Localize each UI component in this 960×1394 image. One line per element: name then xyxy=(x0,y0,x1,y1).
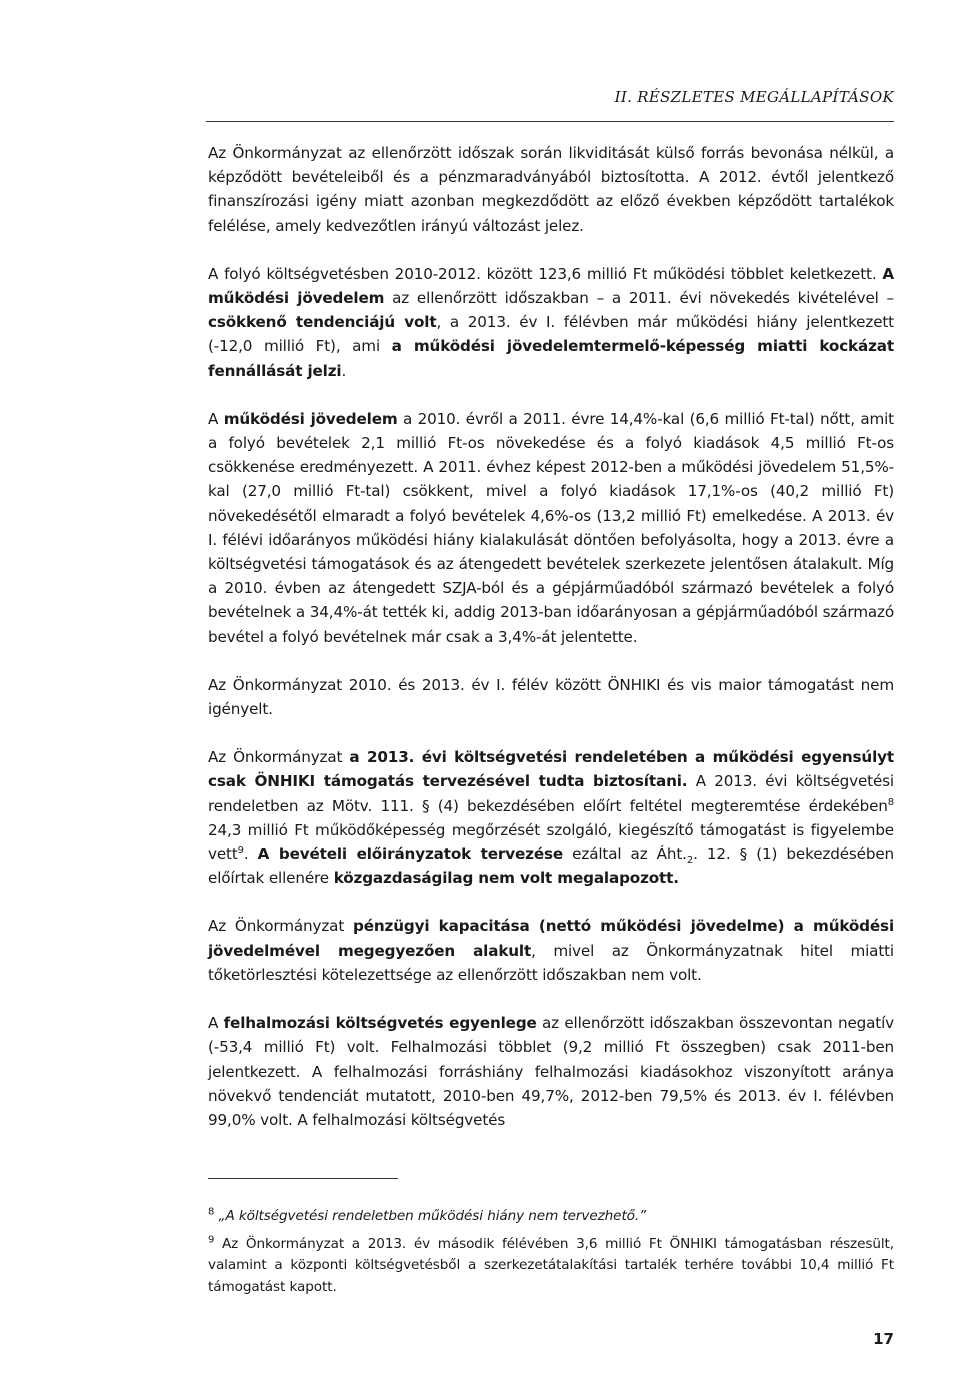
text-run: , mivel az Önkormányzatnak hitel miatti tőketörlesztési kötelezettsége az ellenőrzött időszakban nem volt. xyxy=(208,941,894,984)
document-body xyxy=(208,141,894,1156)
emphasis: csökkenő tendenciájú volt xyxy=(208,313,437,332)
footnote-ref: 8 xyxy=(887,796,894,808)
footnote-mark: 9 xyxy=(208,1233,215,1245)
text-run: ezáltal az Áht. xyxy=(563,845,687,864)
text-run: A xyxy=(208,409,224,428)
paragraph-operating-income xyxy=(208,407,894,649)
emphasis: működési jövedelem xyxy=(223,409,398,428)
text-run: . xyxy=(341,361,347,380)
text-run: A xyxy=(208,1014,224,1033)
emphasis: a 2013. évi költségvetési rendeletében a működési egyensúlyt csak ÖNHIKI támogatás tervezésével tudta biztosítani. xyxy=(208,748,894,791)
emphasis: A működési jövedelem xyxy=(208,264,894,308)
paragraph-liquidity: Az Önkormányzat az ellenőrzött időszak során likviditását külső forrás bevonása nélkül, a képződött bevételeiből és a pénzmaradványából biztosította. A 2012. évtől jelentkező finanszírozási igény miatt azonban megkezdődött az előző években képződött tartalékok felélése, amely kedvezőtlen irányú változást jelez. xyxy=(208,144,894,235)
subscript: 2 xyxy=(686,855,694,867)
footnote-8 xyxy=(208,1206,894,1228)
text-run: az ellenőrzött időszakban összevontan negatív (-53,4 millió Ft) volt. Felhalmozási többlet (9,2 millió Ft összegben) csak 2011-ben jelentkezett. A felhalmozási forráshiány felhalmozási kiadásokhoz viszonyított aránya növekvő tendenciát mutatott, 2010-ben 49,7%, 2012-ben 79,5% és 2013. év I. félévben 99,0% volt. A felhalmozási költségvetés xyxy=(208,1014,894,1129)
text-run: Az Önkormányzat xyxy=(208,748,350,767)
text-run: , a 2013. év I. félévben már működési hiány jelentkezett (-12,0 millió Ft), ami xyxy=(208,313,894,356)
paragraph-financial-capacity xyxy=(208,914,894,987)
footnote-text: Az Önkormányzat a 2013. év második félévében 3,6 millió Ft ÖNHIKI támogatásban részesült, valamint a központi költségvetésből a szerkezetátalakítási tartalék terhére további 10,4 millió Ft támogatást kapott. xyxy=(208,1235,894,1295)
paragraph-accumulation-budget xyxy=(208,1011,894,1132)
text-run: 24,3 millió Ft működőképesség megőrzését szolgáló, kiegészítő támogatást is figyelembe vett xyxy=(208,820,894,864)
footnote-9 xyxy=(208,1234,894,1299)
text-run: Az Önkormányzat xyxy=(208,917,353,936)
paragraph-onhiki: Az Önkormányzat 2010. és 2013. év I. félév között ÖNHIKI és vis maior támogatást nem igényelt. xyxy=(208,675,894,719)
text-run: az ellenőrzött időszakban – a 2011. évi növekedés kivételével – xyxy=(384,289,894,308)
paragraph-operating-surplus xyxy=(208,262,894,383)
text-run: . 12. § (1) bekezdésében előírtak ellenére xyxy=(208,845,895,888)
emphasis: pénzügyi kapacitása (nettó működési jövedelme) a működési jövedelmével megegyezően alakult xyxy=(208,917,895,960)
text-run: A folyó költségvetésben 2010-2012. között 123,6 millió Ft működési többlet keletkezett. xyxy=(208,264,883,283)
footnote-ref: 9 xyxy=(237,845,244,857)
footnotes xyxy=(208,1206,894,1304)
footnote-rule xyxy=(208,1178,398,1179)
text-run: a 2010. évről a 2011. évre 14,4%-kal (6,6 millió Ft-tal) nőtt, amit a folyó bevételek 2,1 millió Ft-os növekedése és a folyó kiadások 4,5 millió Ft-os csökkenése eredményezett. A 2011. évhez képest 2012-ben a működési jövedelem 51,5%-kal (27,0 millió Ft-tal) csökkent, mivel a folyó kiadások 17,1%-os (40,2 millió Ft) növekedésétől elmaradt a folyó bevételek 4,6%-os (13,2 millió Ft) emelkedése. A 2013. év I. félévi időarányos működési hiány kialakulását döntően befolyásolta, hogy a 2013. évre a költségvetési támogatások és az átengedett bevételek szerkezete jelentősen átalakult. Míg a 2010. évben az átengedett SZJA-ból és a gépjárműadóból származó bevételek a folyó bevételnek a 34,4%-át tették ki, addig 2013-ban időarányosan a gépjárműadóból származó bevétel a folyó bevételnek már csak a 3,4%-át jelentette. xyxy=(208,409,894,646)
emphasis: közgazdaságilag nem volt megalapozott. xyxy=(333,869,679,888)
text-run: . xyxy=(243,845,258,864)
text-run: A 2013. évi költségvetési rendeletben az Mötv. 111. § (4) bekezdésében előírt feltétel megteremtése érdekében xyxy=(208,772,894,815)
emphasis: a működési jövedelemtermelő-képesség miatti kockázat fennállását jelzi xyxy=(208,337,894,380)
footnote-text: „A költségvetési rendeletben működési hiány nem tervezhető.” xyxy=(218,1208,647,1224)
running-header: II. RÉSZLETES MEGÁLLAPÍTÁSOK xyxy=(614,88,894,106)
emphasis: A bevételi előirányzatok tervezése xyxy=(257,845,564,864)
footnote-mark: 8 xyxy=(208,1206,215,1218)
header-rule xyxy=(206,121,894,122)
paragraph-budget-decree xyxy=(208,745,894,890)
page-number: 17 xyxy=(873,1330,894,1348)
emphasis: felhalmozási költségvetés egyenlege xyxy=(223,1014,537,1033)
